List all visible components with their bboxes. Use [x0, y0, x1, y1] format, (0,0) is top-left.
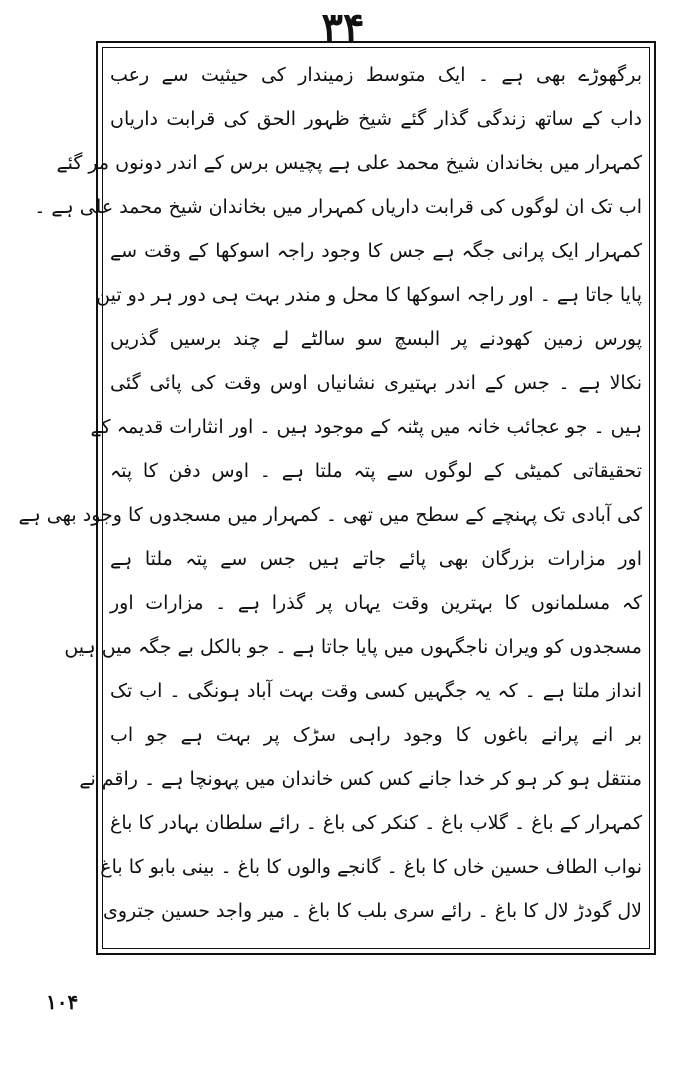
text-line-20: لال گودڑ لال کا باغ ۔ رائے سری بلب کا باغ ۔ میر واجد حسین جتروی: [103, 900, 642, 922]
text-line-18: کمہرار کے باغ ۔ گلاب باغ ۔ کنکر کی باغ ۔ رائے سلطان بہادر کا باغ: [110, 812, 642, 834]
text-line-9: ہیں ۔ جو عجائب خانہ میں پٹنہ کے موجود ہیں ۔ اور انثارات قدیمہ کے: [90, 416, 642, 438]
text-line-8: نکالا ہے ۔ جس کے اندر بہتیری نشانیاں اوس وقت کی پائی گئی: [110, 372, 642, 394]
text-line-13: کہ مسلمانوں کا بہترین وقت یہاں پر گذرا ہے ۔ مزارات اور: [110, 592, 642, 614]
text-line-12: اور مزارات بزرگان بھی پائے جاتے ہیں جس سے پتہ ملتا ہے: [110, 548, 642, 570]
text-line-17: منتقل ہو کر ہو کر خدا جانے کس کس خاندان میں پہونچا ہے ۔ راقم نے: [79, 768, 642, 790]
text-line-7: پورس زمین کھودنے پر البسچ سو سالٹے لے چند برسیں گذریں: [110, 328, 642, 350]
text-line-10: تحقیقاتی کمیٹی کے لوگوں سے پتہ ملتا ہے ۔ اوس دفن کا پتہ: [110, 460, 642, 482]
page-number-bottom: ۱۰۴: [46, 990, 79, 1014]
manuscript-text-body: [18, 58, 642, 938]
text-line-19: نواب الطاف حسین خاں کا باغ ۔ گانجے والوں کا باغ ۔ بینی بابو کا باغ: [100, 856, 642, 878]
text-line-11: کی آبادی تک پہنچے کے سطح میں تھی ۔ کمہرار میں مسجدوں کا وجود بھی ہے: [18, 504, 642, 526]
text-line-15: انداز ملتا ہے ۔ کہ یہ جگہیں کسی وقت بہت آباد ہونگی ۔ اب تک: [110, 680, 642, 702]
text-line-14: مسجدوں کو ویران ناجگہوں میں پایا جاتا ہے ۔ جو بالکل بے جگہ میں ہیں: [64, 636, 642, 658]
page-number-top: ۳۴: [321, 4, 365, 51]
text-line-2: داب کے ساتھ زندگی گذار گئے شیخ ظہور الحق کی قرابت داریاں: [110, 108, 642, 130]
text-line-5: کمہرار ایک پرانی جگہ ہے جس کا وجود راجہ اسوکھا کے وقت سے: [110, 240, 642, 262]
text-line-4: اب تک ان لوگوں کی قرابت داریاں کمہرار میں بخاندان شیخ محمد علی ہے ۔: [34, 196, 642, 218]
text-line-6: پایا جاتا ہے ۔ اور راجہ اسوکھا کا محل و مندر بہت ہی دور ہر دو تین: [96, 284, 642, 306]
text-line-3: کمہرار میں بخاندان شیخ محمد علی ہے پچیس برس کے اندر دونوں مر گئے: [56, 152, 642, 174]
text-line-1: برگھوڑے بھی ہے ۔ ایک متوسط زمیندار کی حیثیت سے رعب: [110, 64, 642, 86]
text-line-16: بر انے پرانے باغوں کا وجود راہی سڑک پر بہت ہے جو اب: [110, 724, 642, 746]
